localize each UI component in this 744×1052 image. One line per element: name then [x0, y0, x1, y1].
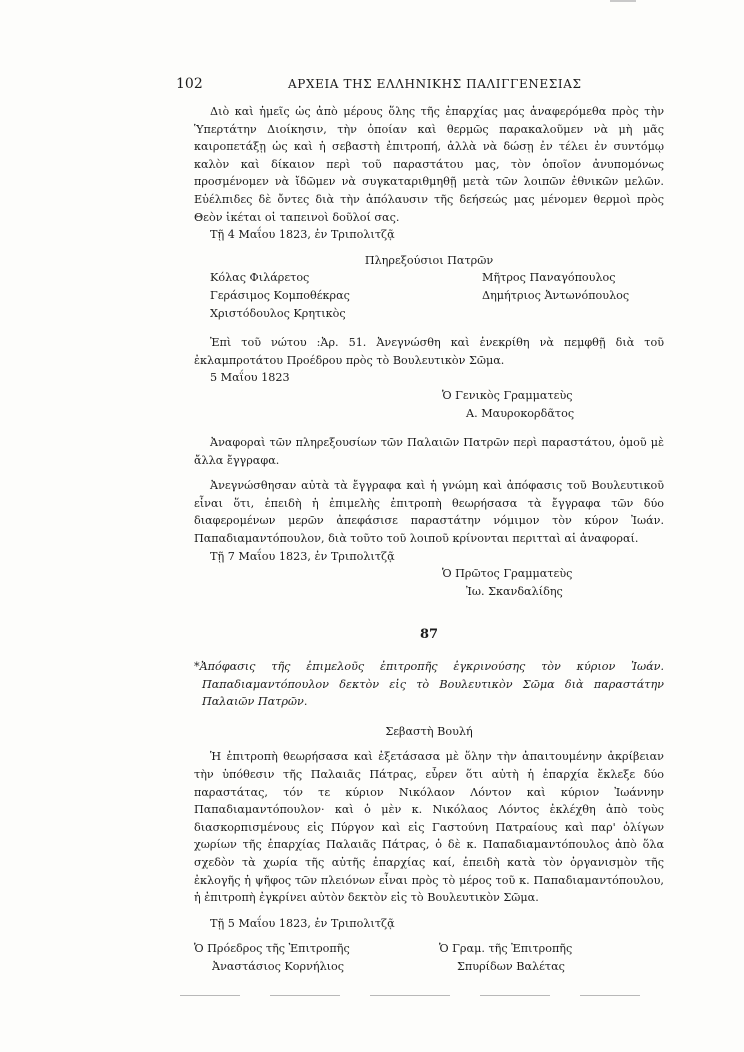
doc87-left-signature [194, 940, 419, 975]
signer: Χριστόδουλος Κρητικὸς [210, 306, 346, 320]
signer: Γεράσιμος Κομποθέκρας [210, 288, 350, 302]
doc86-date-2: Τῇ 7 Μαΐου 1823, ἐν Τριπολιτζᾷ [210, 549, 395, 563]
doc86-paragraph-1: Διὸ καὶ ἡμεῖς ὡς ἀπὸ μέρους ὅλης τῆς ἐπαρχίας μας ἀναφερόμεθα πρὸς τὴν Ὑπερτάτην Διοίκησιν, τὴν ὁποίαν καὶ θερμῶς παρακαλοῦμεν νὰ μὴ μᾶς καιροπετάξῃ ὡς καὶ ἡ σεβαστὴ ἐπιτροπή, ἀλλὰ νὰ δώσῃ ἐν τέλει ἐν συντόμῳ καλὸν καὶ δίκαιον περὶ τοῦ παραστάτου μας, τὸν ὁποῖον ἀνυπομόνως προσμένομεν νὰ ἴδῶμεν νὰ συγκαταριθμηθῇ μετὰ τῶν λοιπῶν ἐθνικῶν μελῶν. Εὐέλπιδες δὲ ὄντες διὰ τὴν ἀπόλαυσιν τῆς δεήσεώς μας μένομεν θερμοὶ πρὸς Θεὸν ἱκέται οἱ ταπεινοὶ δοῦλοί σας. [194, 105, 664, 224]
document-number: 87 [419, 627, 439, 643]
secretary-name: Α. Μαυροκορδᾶτος [466, 406, 575, 420]
secretary-title: Ὁ Γενικὸς Γραμματεὺς [442, 388, 573, 402]
doc86-paragraph-3: Ἀνεγνώσθησαν αὐτὰ τὰ ἔγγραφα καὶ ἡ γνώμη καὶ ἀπόφασις τοῦ Βουλευτικοῦ εἶναι ὅτι, ἐπειδὴ ἡ ἐπιμελὴς ἐπιτροπὴ θεωρήσασα τὰ ἔγγραφα τῶν δύο διαφερομένων μερῶν ἀπεφάσισε παραστάτην νόμιμον τὸν κύρον Ἰωάν. Παπαδιαμαντόπουλον, διὰ τοῦτο τοῦ λοιποῦ κρίνονται περιτταὶ αἱ ἀναφοραί. [194, 479, 664, 546]
signers-block [194, 269, 664, 322]
doc87-right-signature [419, 940, 664, 975]
left-sig-title: Ὁ Πρόεδρος τῆς Ἐπιτροπῆς [194, 942, 350, 956]
secretary-signature [442, 387, 664, 422]
signer: Κόλας Φιλάρετος [210, 271, 310, 285]
signers-left [194, 269, 392, 322]
doc87-signatures [194, 940, 664, 975]
scan-mark [610, 0, 636, 2]
page-number: 102 [176, 76, 203, 92]
page-header [176, 76, 662, 96]
doc87-salutation: Σεβαστὴ Βουλή [385, 724, 473, 738]
left-sig-name: Ἀναστάσιος Κορνήλιος [212, 959, 345, 973]
doc87-date: Τῇ 5 Μαΐου 1823, ἐν Τριπολιτζᾷ [210, 916, 395, 930]
doc87-body: Ἡ ἐπιτροπὴ θεωρήσασα καὶ ἐξετάσασα μὲ ὅλην τὴν ἀπαιτουμένην ἀκρίβειαν τὴν ὑπόθεσιν τῆς Παλαιᾶς Πάτρας, εὗρεν ὅτι αὐτὴ ἡ ἐπαρχία ἔκλεξε δύο παραστάτας, τόν τε κύριον Νικόλαον Λόντον καὶ κύριον Ἰωάννην Παπαδιαμαντόπουλον· καὶ ὁ μὲν κ. Νικόλαος Λόντος ἐκλέχθη ἀπὸ τοὺς διασκορπισμένους εἰς Πύργον καὶ εἰς Γαστούνη Πατραίους καὶ παρ' ὀλίγων χωρίων τῆς ἐπαρχίας Παλαιᾶς Πάτρας, ὁ δὲ κ. Παπαδιαμαντόπουλος ἀπὸ ὅλα σχεδὸν τὰ χωρία τῆς αὐτῆς ἐπαρχίας καί, ἐπειδὴ κατὰ τὸν ὀργανισμὸν τῆς ἐκλογῆς ἡ ψῆφος τῶν πλειόνων εἶναι πρὸς τὸ μέρος τοῦ κ. Παπαδιαμαντόπουλου, ἡ ἐπιτροπὴ ἐγκρίνει αὐτὸν δεκτὸν εἰς τὸ Βουλευτικὸν Σῶμα. [194, 750, 664, 905]
right-sig-title: Ὁ Γραμ. τῆς Ἐπιτροπῆς [439, 942, 573, 956]
doc86-note-date: 5 Μαΐου 1823 [210, 371, 290, 385]
signer: Δημήτριος Ἀντωνόπουλος [482, 288, 630, 302]
first-secretary-signature [442, 565, 664, 600]
running-title: ΑΡΧΕΙΑ ΤΗΣ ΕΛΛΗΝΙΚΗΣ ΠΑΛΙΓΓΕΝΕΣΙΑΣ [288, 77, 582, 91]
doc86-paragraph-2: Ἀναφοραὶ τῶν πληρεξουσίων τῶν Παλαιῶν Πατρῶν περὶ παραστάτου, ὁμοῦ μὲ ἄλλα ἔγγραφα. [194, 436, 664, 467]
right-sig-name: Σπυρίδων Βαλέτας [457, 959, 565, 973]
first-secretary-name: Ἰω. Σκανδαλίδης [466, 584, 563, 598]
first-secretary-title: Ὁ Πρῶτος Γραμματεὺς [442, 567, 573, 581]
doc86-note: Ἐπὶ τοῦ νώτου :Ἀρ. 51. Ἀνεγνώσθη καὶ ἐνεκρίθη νὰ πεμφθῇ διὰ τοῦ ἐκλαμπροτάτου Προέδρου πρὸς τὸ Βουλευτικὸν Σῶμα. [194, 336, 664, 367]
signer: Μῆτρος Παναγόπουλος [482, 271, 616, 285]
doc87-heading: *Ἀπόφασις τῆς ἐπιμελοῦς ἐπιτροπῆς ἐγκρινούσης τὸν κύριον Ἰωάν. Παπαδιαμαντόπουλον δεκτὸν εἰς τὸ Βουλευτικὸν Σῶμα διὰ παραστάτην Παλαιῶν Πατρῶν. [194, 660, 664, 709]
signers-title: Πληρεξούσιοι Πατρῶν [364, 253, 494, 267]
page-content [194, 103, 664, 976]
signers-right [392, 269, 664, 322]
scan-footer-marks [180, 995, 660, 999]
doc86-date: Τῇ 4 Μαΐου 1823, ἐν Τριπολιτζᾷ [210, 228, 395, 242]
